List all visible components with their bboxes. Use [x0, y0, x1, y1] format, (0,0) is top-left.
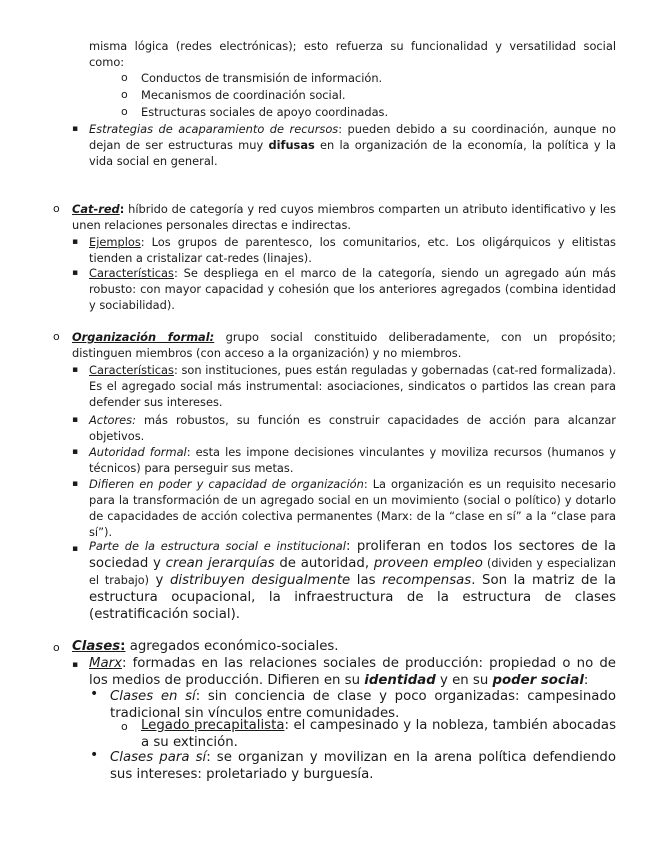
- list-item: Mecanismos de coordinación social.: [141, 88, 346, 102]
- orgformal-caracteristicas: Características: son instituciones, pues están reguladas y gobernadas (cat-red formalizada). Es el agregado social más instrumental: asociaciones, sindicatos o partidos las crean para defender sus intereses.: [89, 363, 616, 409]
- catred-ejemplos: Ejemplos: Los grupos de parentesco, los comunitarios, etc. Los oligárquicos y elitistas tienden a cristalizar cat-redes (linajes).: [89, 235, 616, 265]
- list-item: Conductos de transmisión de información.: [141, 71, 383, 85]
- intro-line-2: como:: [89, 55, 125, 69]
- circle-bullet: o: [121, 105, 128, 118]
- square-bullet: ▪: [72, 237, 79, 247]
- square-bullet: ▪: [72, 415, 79, 425]
- intro-line-1: misma lógica (redes electrónicas); esto refuerza su funcionalidad y versatilidad social: [89, 39, 616, 53]
- clases-para-si: Clases para sí: se organizan y movilizan en la arena política defendiendo sus intereses: proletariado y burguesía.: [110, 750, 616, 782]
- catred-definition: Cat-red: híbrido de categoría y red cuyos miembros comparten un atributo identificativo y les unen relaciones personales directas e indirectas.: [72, 202, 616, 232]
- clases-term: Clases: [72, 639, 121, 654]
- circle-bullet: o: [121, 71, 128, 84]
- orgformal-term: Organización formal:: [72, 330, 215, 344]
- orgformal-definition: Organización formal: grupo social constituido deliberadamente, con un propósito; distinguen miembros (con acceso a la organización) y no miembros.: [72, 330, 616, 360]
- catred-caracteristicas: Características: Se despliega en el marco de la categoría, siendo un agregado aún más robusto: con mayor capacidad y cohesión que los anteriores agregados (combina identidad y sociabilidad).: [89, 266, 616, 312]
- orgformal-autoridad: Autoridad formal: esta les impone decisiones vinculantes y moviliza recursos (humanos y técnicos) para perseguir sus metas.: [89, 445, 616, 475]
- orgformal-parte: Parte de la estructura social e institucional: proliferan en todos los sectores de la sociedad y crean jerarquías de autoridad, proveen empleo (dividen y especializan el trabajo) y distribuyen desigualmente las recompensas. Son la matriz de la estructura ocupacional, la infraestructura de la estructura de clases (estratificación social).: [89, 539, 616, 622]
- circle-bullet: o: [53, 202, 60, 215]
- square-bullet: ▪: [72, 479, 79, 489]
- circle-bullet: o: [121, 720, 128, 733]
- circle-bullet: o: [53, 641, 60, 654]
- square-bullet: ▪: [72, 124, 79, 134]
- square-bullet: ▪: [72, 544, 79, 554]
- clases-marx: Marx: formadas en las relaciones sociales de producción: propiedad o no de los medios de producción. Difieren en su identidad y en su poder social:: [89, 656, 616, 688]
- catred-term: Cat-red: [72, 202, 120, 216]
- circle-bullet: o: [53, 330, 60, 343]
- square-bullet: ▪: [72, 660, 79, 670]
- orgformal-actores: Actores: más robustos, su función es construir capacidades de acción para alcanzar objetivos.: [89, 413, 616, 443]
- circle-bullet: o: [121, 88, 128, 101]
- clases-definition: Clases: agregados económico-sociales.: [72, 639, 339, 654]
- dot-bullet: •: [90, 686, 99, 702]
- dot-bullet: •: [90, 747, 99, 763]
- intro-paragraph: [89, 38, 616, 70]
- list-item: Estructuras sociales de apoyo coordinadas.: [141, 105, 389, 119]
- orgformal-difieren: Difieren en poder y capacidad de organización: La organización es un requisito necesario para la transformación de un agregado social en un movimiento (social o político) y dotarlo de capacidades de acción colectiva permanentes (Marx: de la “clase en sí” a la “clase para sí”).: [89, 477, 616, 539]
- square-bullet: ▪: [72, 365, 79, 375]
- clases-en-si: Clases en sí: sin conciencia de clase y poco organizadas: campesinado tradicional sin vínculos entre comunidades.: [110, 689, 616, 721]
- estrategias-item: Estrategias de acaparamiento de recursos: pueden debido a su coordinación, aunque no dejan de ser estructuras muy difusas en la organización de la economía, la política y la vida social en general.: [89, 122, 617, 168]
- square-bullet: ▪: [72, 268, 79, 278]
- legado-precapitalista: Legado precapitalista: el campesinado y la nobleza, también abocadas a su extinción.: [141, 718, 616, 750]
- square-bullet: ▪: [72, 447, 79, 457]
